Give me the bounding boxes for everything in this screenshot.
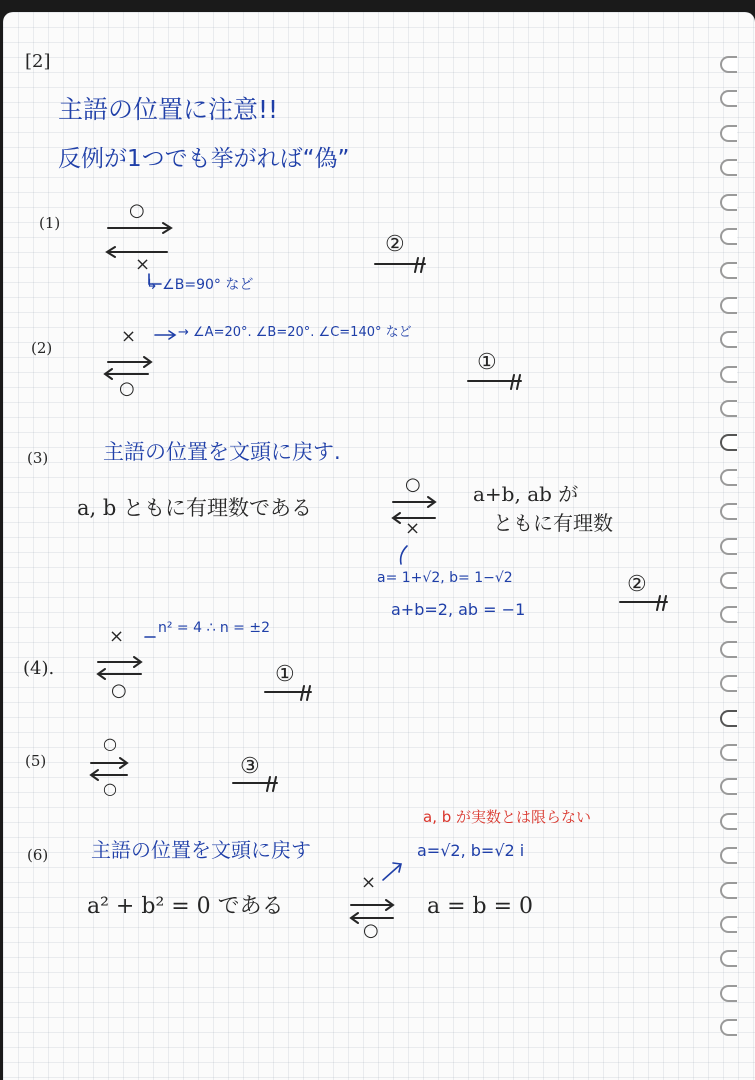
problem-number: [2] (25, 51, 51, 72)
binding-ring (720, 400, 737, 417)
binding-ring (720, 847, 737, 864)
blue-arrow-2 (155, 331, 175, 339)
item-label-5: (5) (25, 752, 47, 770)
binding-ring (720, 331, 737, 348)
statement-left-6: a² + b² = 0 である (87, 894, 284, 919)
item-label-4: (4). (23, 658, 55, 679)
binding-ring (720, 56, 737, 73)
note-2: → ∠A=20°. ∠B=20°. ∠C=140° など (178, 325, 412, 340)
top-mark-4: × (109, 626, 125, 647)
answer-4: ① (275, 662, 295, 687)
binding-ring (720, 950, 737, 967)
red-note-6: a, b が実数とは限らない (423, 808, 592, 826)
binding-ring (720, 538, 737, 555)
binding-ring (720, 710, 737, 727)
answer-1: ② (385, 232, 405, 257)
counterexample-6: a=√2, b=√2 i (417, 841, 525, 860)
heading-6: 主語の位置を文頭に戻す (91, 838, 311, 862)
answer-underline-2 (468, 375, 521, 389)
answer-underline-4 (265, 686, 311, 700)
answer-underline-1 (375, 258, 425, 272)
arrow-right-6 (351, 900, 393, 910)
top-mark-5: ○ (103, 734, 117, 753)
binding-ring (720, 366, 737, 383)
answer-underline-3 (620, 596, 667, 610)
arrow-right-2 (108, 357, 151, 367)
item-label-2: (2) (31, 339, 53, 357)
binding-ring (720, 572, 737, 589)
arrow-right-3 (393, 497, 435, 507)
binding-ring (720, 606, 737, 623)
binding-ring (720, 641, 737, 658)
arrow-right-1 (108, 223, 171, 233)
binding-ring (720, 297, 737, 314)
handwritten-arrows (3, 12, 755, 1080)
binding-ring (720, 778, 737, 795)
binding-ring (720, 434, 737, 451)
binding-ring (720, 675, 737, 692)
item-label-1: (1) (39, 214, 61, 232)
item-label-6: (6) (27, 846, 49, 864)
binding-ring (720, 228, 737, 245)
binding-ring (720, 90, 737, 107)
binding-ring (720, 194, 737, 211)
binding-ring (720, 985, 737, 1002)
blue-arrow-6 (383, 863, 401, 880)
binding-ring (720, 503, 737, 520)
binding-ring (720, 1019, 737, 1036)
top-mark-3: ○ (405, 474, 421, 495)
binding-ring (720, 159, 737, 176)
bottom-mark-2: ○ (119, 378, 135, 399)
answer-5: ③ (240, 754, 260, 779)
answer-3: ② (627, 572, 647, 597)
note-1: ↳ ∠B=90° など (146, 277, 254, 293)
top-mark-2: × (121, 326, 137, 347)
note-line-2: 反例が1つでも挙がれば“偽” (58, 146, 350, 172)
counterexample-3b: a+b=2, ab = −1 (391, 600, 526, 619)
counterexample-3a: a= 1+√2, b= 1−√2 (377, 570, 513, 586)
binding-ring (720, 125, 737, 142)
top-mark-1: ○ (129, 200, 145, 221)
binding-ring (720, 882, 737, 899)
bottom-mark-6: ○ (363, 920, 379, 941)
binding-ring (720, 262, 737, 279)
bottom-mark-1: × (135, 254, 151, 275)
notebook-page (3, 12, 755, 1080)
answer-2: ① (477, 350, 497, 375)
binding-ring (720, 813, 737, 830)
top-mark-6: × (361, 872, 377, 893)
statement-right-3b: ともに有理数 (493, 511, 613, 535)
binding-ring (720, 469, 737, 486)
note-line-1: 主語の位置に注意!! (58, 95, 279, 124)
bottom-mark-3: × (405, 518, 421, 539)
blue-stroke-3 (401, 546, 407, 564)
arrow-right-5 (91, 758, 127, 768)
statement-right-3a: a+b, ab が (473, 482, 579, 506)
item-label-3: (3) (27, 449, 49, 467)
binding-ring (720, 916, 737, 933)
note-4: n² = 4 ∴ n = ±2 (158, 620, 270, 636)
binding-ring (720, 744, 737, 761)
statement-right-6: a = b = 0 (427, 894, 534, 919)
bottom-mark-4: ○ (111, 680, 127, 701)
arrow-left-4 (98, 669, 141, 679)
arrow-right-4 (98, 657, 141, 667)
bottom-mark-5: ○ (103, 779, 117, 798)
heading-3: 主語の位置を文頭に戻す. (103, 440, 341, 464)
statement-left-3: a, b ともに有理数である (77, 496, 312, 520)
answer-underline-5 (233, 777, 277, 791)
